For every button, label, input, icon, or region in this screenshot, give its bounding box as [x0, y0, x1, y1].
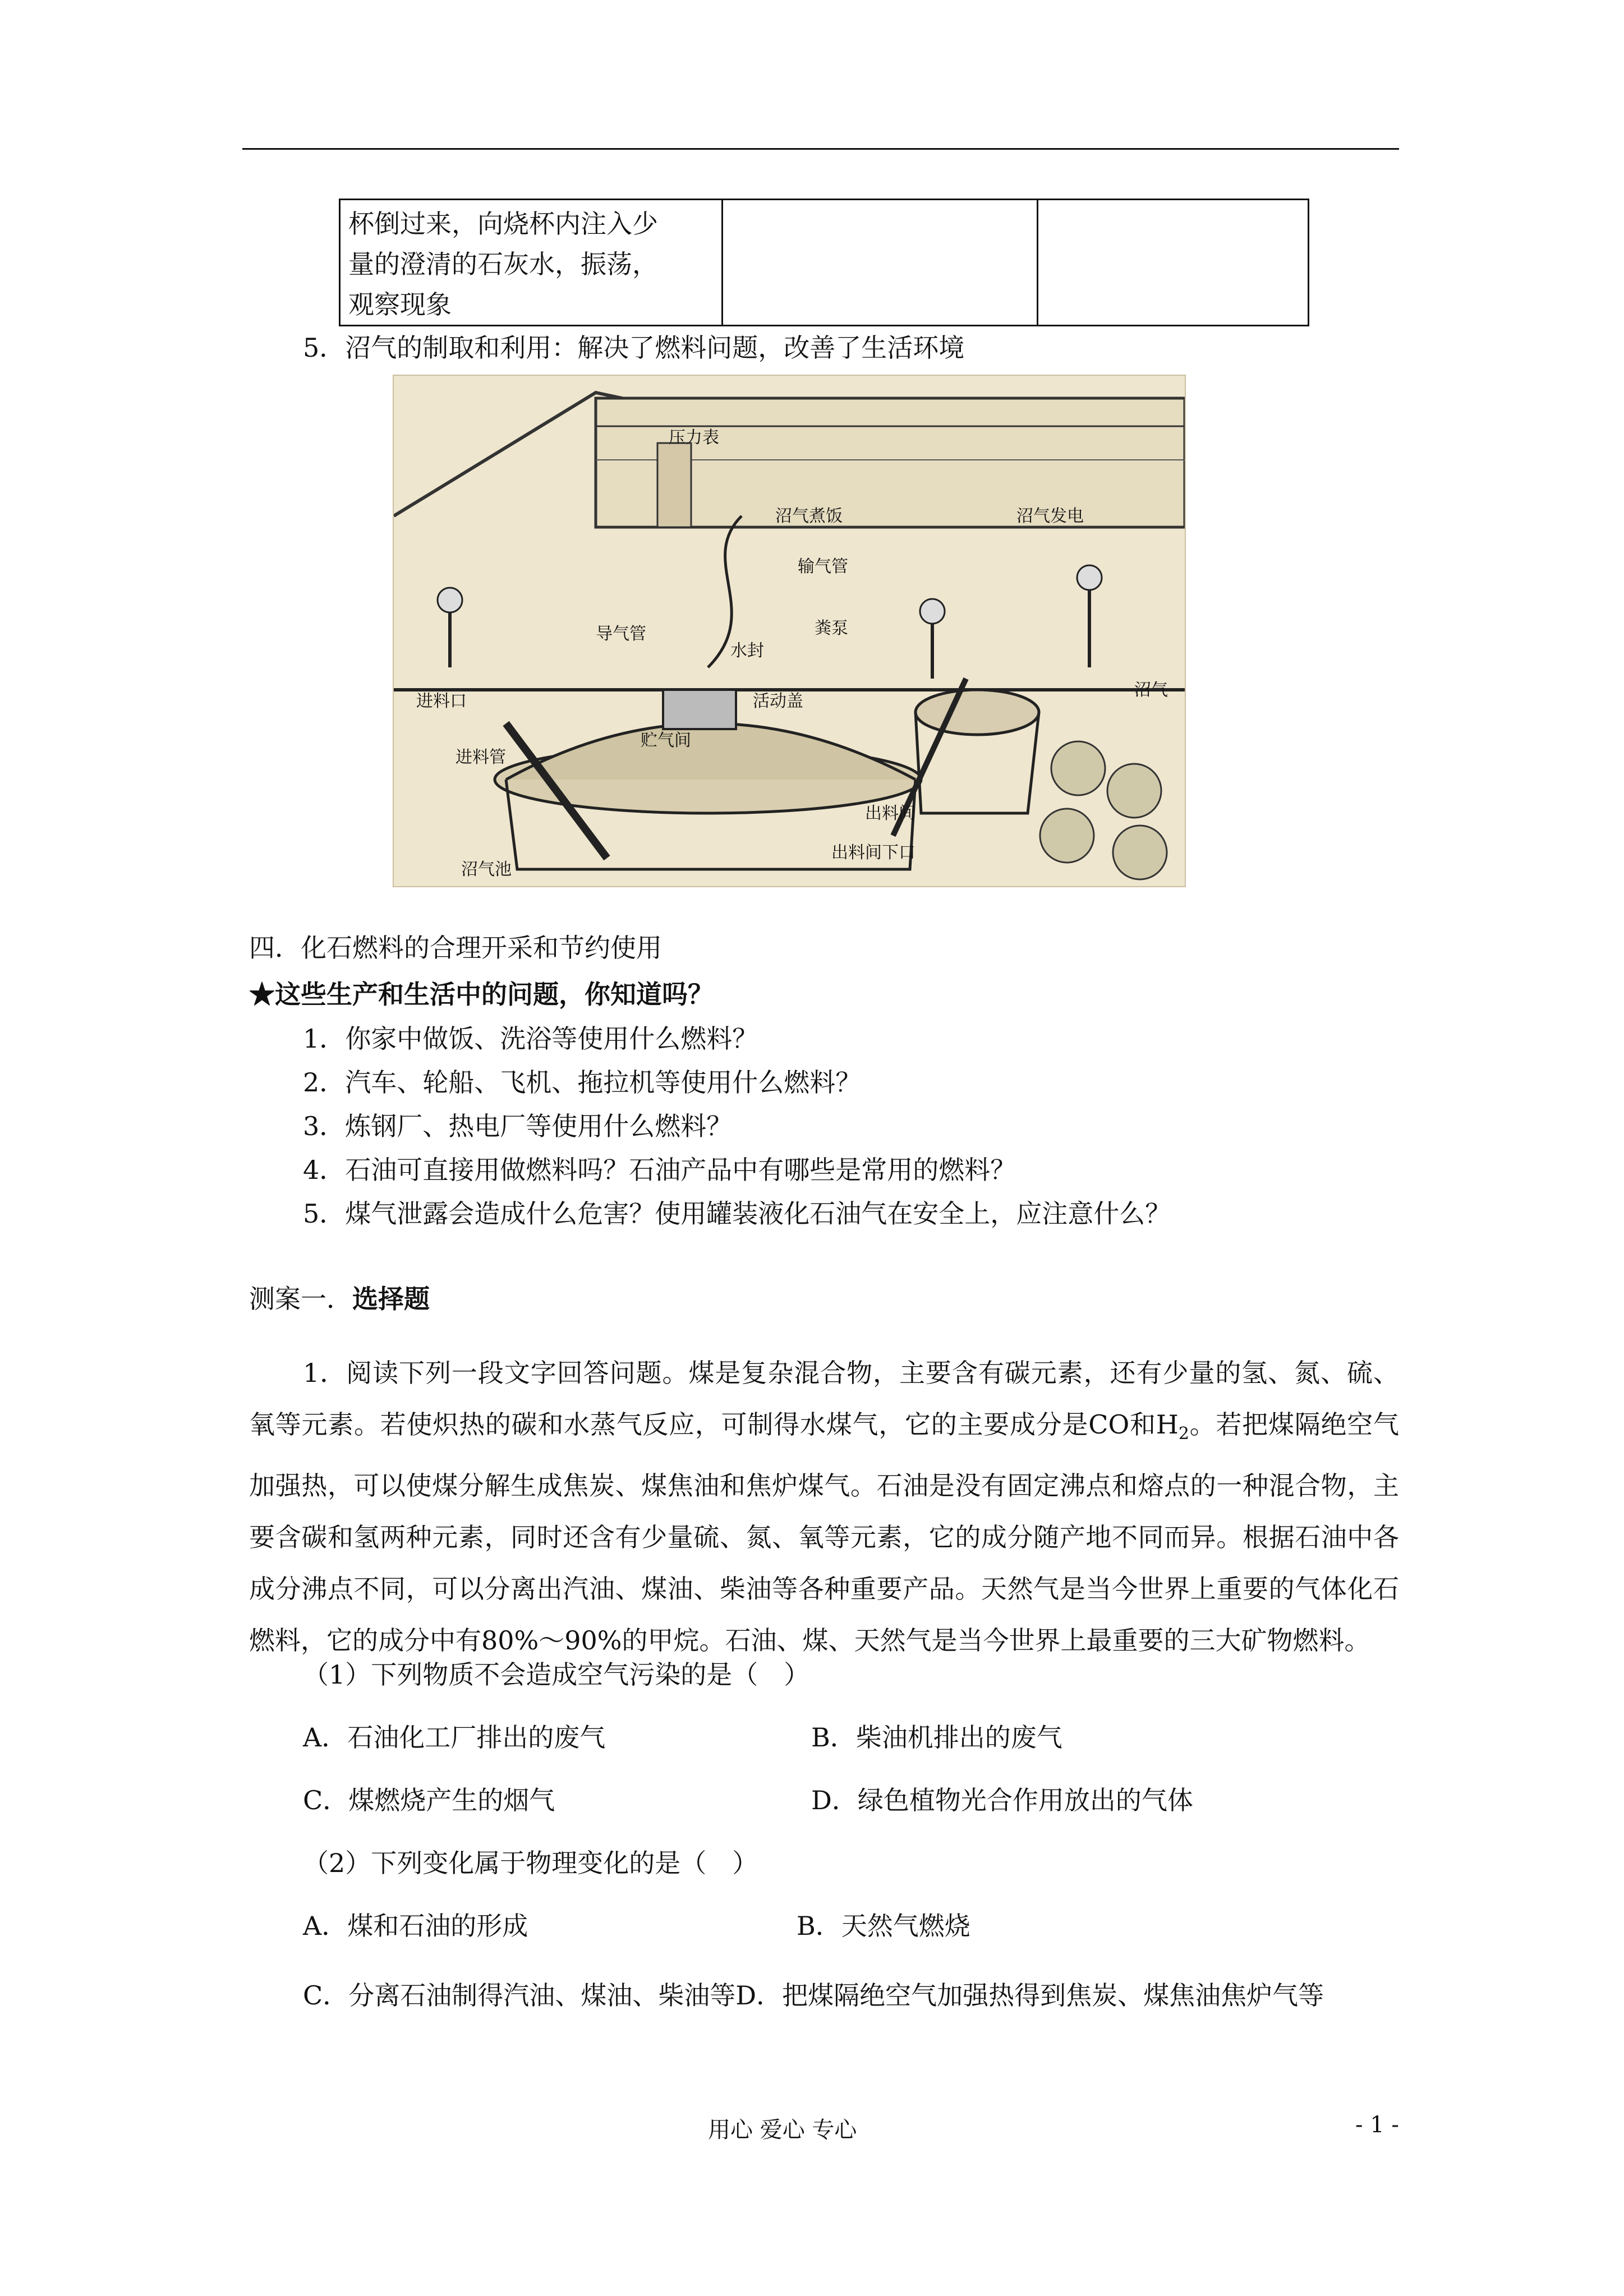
q1-option-d: D．绿色植物光合作用放出的气体: [811, 1785, 1193, 1815]
q1-option-b: B．柴油机排出的废气: [811, 1722, 1062, 1753]
label-outlet-lower: 出料间下口: [831, 843, 915, 863]
q2-option-b: B．天然气燃烧: [797, 1911, 970, 1941]
label-pressure-gauge: 压力表: [669, 428, 719, 448]
label-outlet-chamber: 出料间: [865, 804, 915, 823]
label-inlet: 进料口: [416, 691, 467, 711]
label-biogas-cooking: 沼气煮饭: [775, 506, 843, 526]
question-item: 4．石油可直接用做燃料吗？石油产品中有哪些是常用的燃料？: [303, 1155, 1016, 1185]
question-item: 5．煤气泄露会造成什么危害？使用罐装液化石油气在安全上，应注意什么？: [303, 1198, 1171, 1229]
table-cell-line: 量的澄清的石灰水，振荡，: [348, 249, 658, 279]
q2-option-cd: C．分离石油制得汽油、煤油、柴油等D．把煤隔绝空气加强热得到焦炭、煤焦油焦炉气等: [303, 1980, 1324, 2011]
test-heading: [249, 1282, 430, 1316]
label-biogas-power: 沼气发电: [1016, 506, 1084, 526]
label-manure-pump: 粪泵: [815, 619, 848, 638]
q1-option-a: A．石油化工厂排出的废气: [303, 1722, 606, 1753]
table-cell-line: 观察现象: [348, 289, 452, 320]
label-inlet-pipe: 进料管: [456, 748, 506, 767]
q2-stem: （2）下列变化属于物理变化的是（ ）: [303, 1848, 758, 1878]
label-guide-pipe: 导气管: [596, 624, 646, 644]
question-item: 2．汽车、轮船、飞机、拖拉机等使用什么燃料？: [303, 1067, 862, 1098]
label-gas-pipe: 输气管: [798, 557, 848, 577]
passage-part-2: 。若把煤隔绝空气加强热，可以使煤分解生成焦炭、煤焦油和焦炉煤气。石油是没有固定沸点和熔点的一种混合物，主要含碳和氢两种元素，同时还含有少量硫、氮、氧等元素，它的成分随产地不同而异。根据石油中各成分沸点不同，可以分离出汽油、煤油、柴油等各种重要产品。天然气是当今世界上重要的气体化石燃料，它的成分中有80%～90%的甲烷。石油、煤、天然气是当今世界上最重要的三大矿物燃料。: [249, 1409, 1399, 1656]
star-heading: ★这些生产和生活中的问题，你知道吗？: [249, 979, 714, 1009]
header-rule: [242, 148, 1399, 150]
test-heading-title: 选择题: [352, 1284, 430, 1314]
question-item: 3．炼钢厂、热电厂等使用什么燃料？: [303, 1111, 733, 1141]
q1-option-c: C．煤燃烧产生的烟气: [303, 1785, 555, 1815]
page-number: - 1 -: [1355, 2112, 1399, 2138]
passage-subscript: 2: [1178, 1424, 1189, 1444]
label-movable-cover: 活动盖: [753, 691, 803, 711]
experiment-table: [339, 199, 1309, 326]
biogas-diagram: [394, 376, 1185, 886]
item-5-text: 5．沼气的制取和利用：解决了燃料问题，改善了生活环境: [303, 333, 965, 363]
label-biogas-right: 沼气: [1134, 680, 1168, 700]
section-4-title: 四．化石燃料的合理开采和节约使用: [249, 933, 662, 963]
label-digester: 沼气池: [461, 860, 512, 879]
reading-passage: [249, 1347, 1399, 1666]
table-cell-line: 杯倒过来，向烧杯内注入少: [348, 209, 658, 239]
question-item: 1．你家中做饭、洗浴等使用什么燃料？: [303, 1023, 758, 1054]
passage-part-1: 1．阅读下列一段文字回答问题。煤是复杂混合物，主要含有碳元素，还有少量的氢、氮、硫、氧等元素。若使炽热的碳和水蒸气反应，可制得水煤气，它的主要成分是CO和H: [249, 1358, 1399, 1440]
label-water-seal: 水封: [730, 641, 764, 661]
q1-stem: （1）下列物质不会造成空气污染的是（ ）: [303, 1659, 810, 1690]
footer-motto: 用心 爱心 专心: [708, 2117, 857, 2143]
biogas-illustration: [393, 375, 1186, 887]
table-cell-procedure: [341, 200, 723, 325]
label-gas-storage: 贮气间: [641, 731, 691, 750]
q2-option-a: A．煤和石油的形成: [303, 1911, 528, 1941]
test-heading-prefix: 测案一．: [249, 1284, 352, 1314]
table-cell-phenomenon: [723, 200, 1038, 325]
